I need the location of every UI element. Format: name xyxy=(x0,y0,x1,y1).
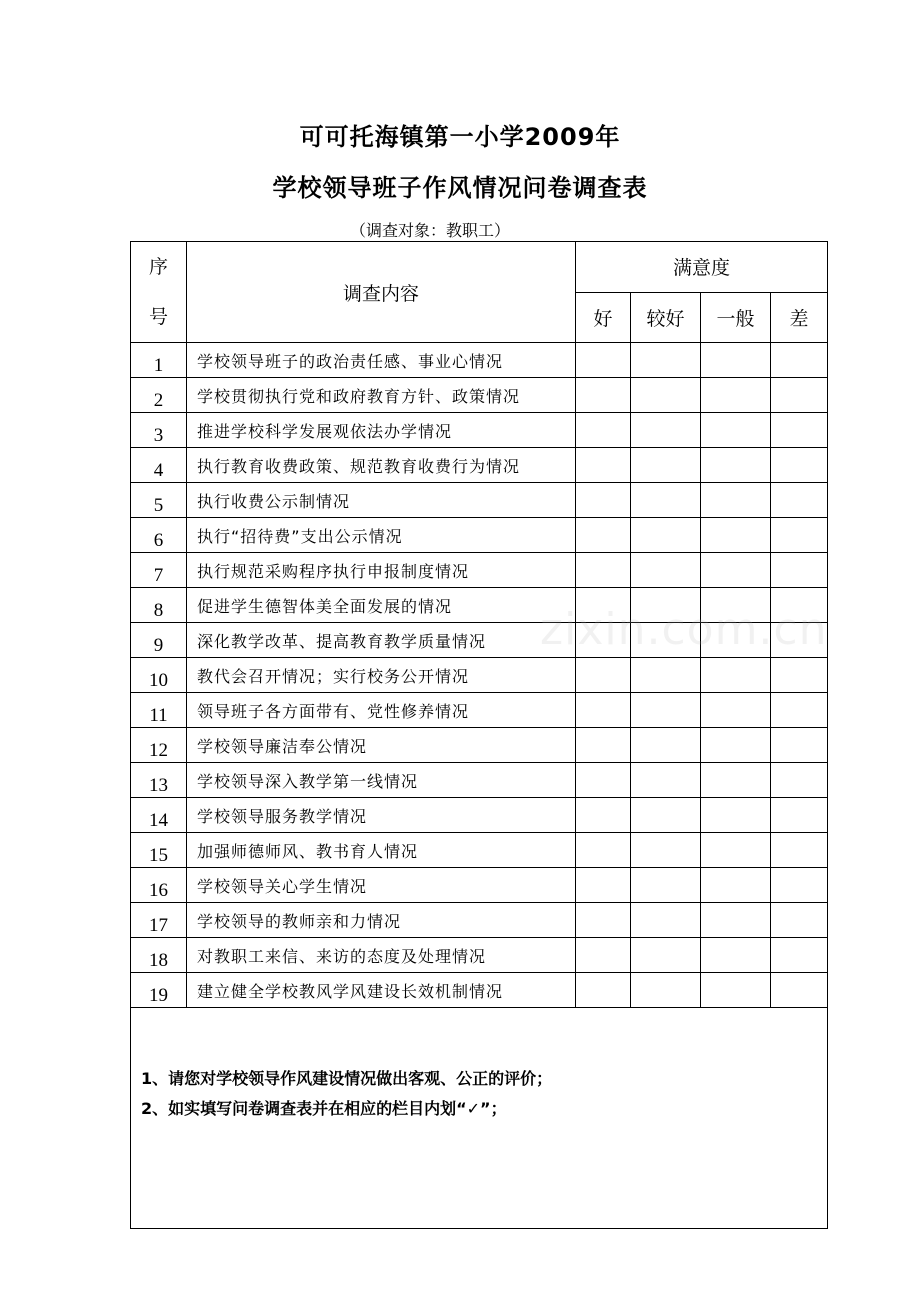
rating-cell-fairly-good[interactable] xyxy=(631,693,701,728)
row-content: 建立健全学校教风学风建设长效机制情况 xyxy=(187,973,576,1008)
rating-cell-average[interactable] xyxy=(701,938,771,973)
rating-cell-poor[interactable] xyxy=(771,448,828,483)
table-row xyxy=(131,833,828,868)
row-number: 2 xyxy=(131,378,187,413)
rating-cell-good[interactable] xyxy=(576,973,631,1008)
row-content: 执行“招待费”支出公示情况 xyxy=(187,518,576,553)
row-number: 11 xyxy=(131,693,187,728)
row-number: 3 xyxy=(131,413,187,448)
rating-cell-poor[interactable] xyxy=(771,938,828,973)
rating-cell-poor[interactable] xyxy=(771,728,828,763)
rating-cell-poor[interactable] xyxy=(771,588,828,623)
column-header-number xyxy=(131,242,187,343)
rating-cell-average[interactable] xyxy=(701,833,771,868)
rating-cell-poor[interactable] xyxy=(771,903,828,938)
rating-cell-good[interactable] xyxy=(576,763,631,798)
rating-cell-poor[interactable] xyxy=(771,413,828,448)
rating-cell-good[interactable] xyxy=(576,903,631,938)
rating-cell-good[interactable] xyxy=(576,413,631,448)
rating-cell-fairly-good[interactable] xyxy=(631,868,701,903)
rating-cell-fairly-good[interactable] xyxy=(631,343,701,378)
rating-cell-average[interactable] xyxy=(701,518,771,553)
rating-cell-average[interactable] xyxy=(701,798,771,833)
rating-cell-average[interactable] xyxy=(701,868,771,903)
rating-cell-good[interactable] xyxy=(576,553,631,588)
rating-cell-fairly-good[interactable] xyxy=(631,973,701,1008)
rating-cell-average[interactable] xyxy=(701,343,771,378)
rating-cell-fairly-good[interactable] xyxy=(631,763,701,798)
row-number: 8 xyxy=(131,588,187,623)
column-header-satisfaction: 满意度 xyxy=(576,242,828,293)
rating-cell-poor[interactable] xyxy=(771,518,828,553)
rating-cell-poor[interactable] xyxy=(771,658,828,693)
rating-cell-poor[interactable] xyxy=(771,833,828,868)
instruction-1: 1、请您对学校领导作风建设情况做出客观、公正的评价； xyxy=(141,1069,553,1088)
row-number: 15 xyxy=(131,833,187,868)
row-number: 1 xyxy=(131,343,187,378)
rating-header-good: 好 xyxy=(576,292,631,343)
rating-cell-good[interactable] xyxy=(576,868,631,903)
document-title-line1: 可可托海镇第一小学2009年 xyxy=(299,123,621,151)
survey-rows xyxy=(131,343,828,1008)
row-content: 学校领导服务教学情况 xyxy=(187,798,576,833)
rating-cell-poor[interactable] xyxy=(771,623,828,658)
rating-cell-good[interactable] xyxy=(576,448,631,483)
table-row xyxy=(131,868,828,903)
row-number: 6 xyxy=(131,518,187,553)
rating-cell-poor[interactable] xyxy=(771,693,828,728)
rating-cell-fairly-good[interactable] xyxy=(631,553,701,588)
rating-cell-good[interactable] xyxy=(576,798,631,833)
rating-cell-good[interactable] xyxy=(576,833,631,868)
row-content: 学校领导关心学生情况 xyxy=(187,868,576,903)
rating-cell-average[interactable] xyxy=(701,973,771,1008)
rating-cell-good[interactable] xyxy=(576,483,631,518)
table-row xyxy=(131,553,828,588)
rating-cell-fairly-good[interactable] xyxy=(631,483,701,518)
column-header-number-line2: 号 xyxy=(148,306,168,328)
table-row xyxy=(131,483,828,518)
column-header-number-line1: 序 xyxy=(148,256,168,278)
table-row xyxy=(131,973,828,1008)
row-number: 7 xyxy=(131,553,187,588)
rating-cell-good[interactable] xyxy=(576,343,631,378)
rating-cell-fairly-good[interactable] xyxy=(631,798,701,833)
row-content: 学校领导廉洁奉公情况 xyxy=(187,728,576,763)
instruction-2: 2、如实填写问卷调查表并在相应的栏目内划“✓”； xyxy=(141,1099,507,1118)
row-content: 学校贯彻执行党和政府教育方针、政策情况 xyxy=(187,378,576,413)
rating-cell-fairly-good[interactable] xyxy=(631,588,701,623)
rating-cell-poor[interactable] xyxy=(771,343,828,378)
document-title-line2: 学校领导班子作风情况问卷调查表 xyxy=(272,174,648,202)
row-content: 领导班子各方面带有、党性修养情况 xyxy=(187,693,576,728)
row-content: 推进学校科学发展观依法办学情况 xyxy=(187,413,576,448)
rating-cell-poor[interactable] xyxy=(771,483,828,518)
rating-cell-fairly-good[interactable] xyxy=(631,518,701,553)
row-content: 对教职工来信、来访的态度及处理情况 xyxy=(187,938,576,973)
rating-header-fairly-good: 较好 xyxy=(631,292,701,343)
rating-cell-poor[interactable] xyxy=(771,553,828,588)
table-row xyxy=(131,658,828,693)
rating-cell-average[interactable] xyxy=(701,448,771,483)
row-content: 执行教育收费政策、规范教育收费行为情况 xyxy=(187,448,576,483)
row-content: 学校领导的教师亲和力情况 xyxy=(187,903,576,938)
row-number: 16 xyxy=(131,868,187,903)
rating-cell-fairly-good[interactable] xyxy=(631,938,701,973)
table-row xyxy=(131,343,828,378)
rating-cell-poor[interactable] xyxy=(771,763,828,798)
rating-cell-fairly-good[interactable] xyxy=(631,378,701,413)
row-number: 10 xyxy=(131,658,187,693)
survey-target-subtitle: （调查对象：教职工） xyxy=(349,221,510,240)
row-number: 5 xyxy=(131,483,187,518)
rating-cell-good[interactable] xyxy=(576,378,631,413)
rating-cell-average[interactable] xyxy=(701,763,771,798)
rating-cell-good[interactable] xyxy=(576,623,631,658)
row-content: 促进学生德智体美全面发展的情况 xyxy=(187,588,576,623)
table-row xyxy=(131,448,828,483)
rating-cell-fairly-good[interactable] xyxy=(631,833,701,868)
rating-cell-fairly-good[interactable] xyxy=(631,903,701,938)
rating-cell-fairly-good[interactable] xyxy=(631,728,701,763)
rating-cell-average[interactable] xyxy=(701,903,771,938)
row-content: 加强师德师风、教书育人情况 xyxy=(187,833,576,868)
rating-cell-average[interactable] xyxy=(701,378,771,413)
table-row xyxy=(131,728,828,763)
rating-cell-poor[interactable] xyxy=(771,973,828,1008)
table-row xyxy=(131,588,828,623)
rating-cell-good[interactable] xyxy=(576,693,631,728)
row-content: 学校领导班子的政治责任感、事业心情况 xyxy=(187,343,576,378)
rating-cell-fairly-good[interactable] xyxy=(631,623,701,658)
row-content: 深化教学改革、提高教育教学质量情况 xyxy=(187,623,576,658)
table-row xyxy=(131,798,828,833)
table-row xyxy=(131,938,828,973)
row-number: 17 xyxy=(131,903,187,938)
table-row xyxy=(131,763,828,798)
table-row xyxy=(131,623,828,658)
row-number: 12 xyxy=(131,728,187,763)
instructions-box xyxy=(131,1008,828,1229)
rating-cell-average[interactable] xyxy=(701,553,771,588)
rating-cell-average[interactable] xyxy=(701,588,771,623)
rating-header-average: 一般 xyxy=(701,292,771,343)
table-row xyxy=(131,518,828,553)
rating-cell-average[interactable] xyxy=(701,728,771,763)
row-number: 19 xyxy=(131,973,187,1008)
rating-cell-good[interactable] xyxy=(576,938,631,973)
rating-cell-good[interactable] xyxy=(576,728,631,763)
row-number: 14 xyxy=(131,798,187,833)
row-content: 执行收费公示制情况 xyxy=(187,483,576,518)
row-number: 4 xyxy=(131,448,187,483)
rating-cell-average[interactable] xyxy=(701,483,771,518)
rating-cell-average[interactable] xyxy=(701,658,771,693)
rating-cell-good[interactable] xyxy=(576,588,631,623)
column-header-content: 调查内容 xyxy=(187,242,576,343)
row-number: 13 xyxy=(131,763,187,798)
table-row xyxy=(131,693,828,728)
rating-cell-average[interactable] xyxy=(701,623,771,658)
survey-table xyxy=(130,241,828,1229)
rating-cell-poor[interactable] xyxy=(771,868,828,903)
rating-cell-average[interactable] xyxy=(701,693,771,728)
rating-cell-fairly-good[interactable] xyxy=(631,413,701,448)
row-content: 教代会召开情况；实行校务公开情况 xyxy=(187,658,576,693)
rating-cell-poor[interactable] xyxy=(771,378,828,413)
row-content: 学校领导深入教学第一线情况 xyxy=(187,763,576,798)
rating-header-poor: 差 xyxy=(771,292,828,343)
rating-cell-good[interactable] xyxy=(576,658,631,693)
rating-cell-good[interactable] xyxy=(576,518,631,553)
table-row xyxy=(131,413,828,448)
row-content: 执行规范采购程序执行申报制度情况 xyxy=(187,553,576,588)
row-number: 9 xyxy=(131,623,187,658)
rating-cell-poor[interactable] xyxy=(771,798,828,833)
table-row xyxy=(131,378,828,413)
rating-cell-fairly-good[interactable] xyxy=(631,448,701,483)
rating-cell-average[interactable] xyxy=(701,413,771,448)
row-number: 18 xyxy=(131,938,187,973)
table-row xyxy=(131,903,828,938)
rating-cell-fairly-good[interactable] xyxy=(631,658,701,693)
